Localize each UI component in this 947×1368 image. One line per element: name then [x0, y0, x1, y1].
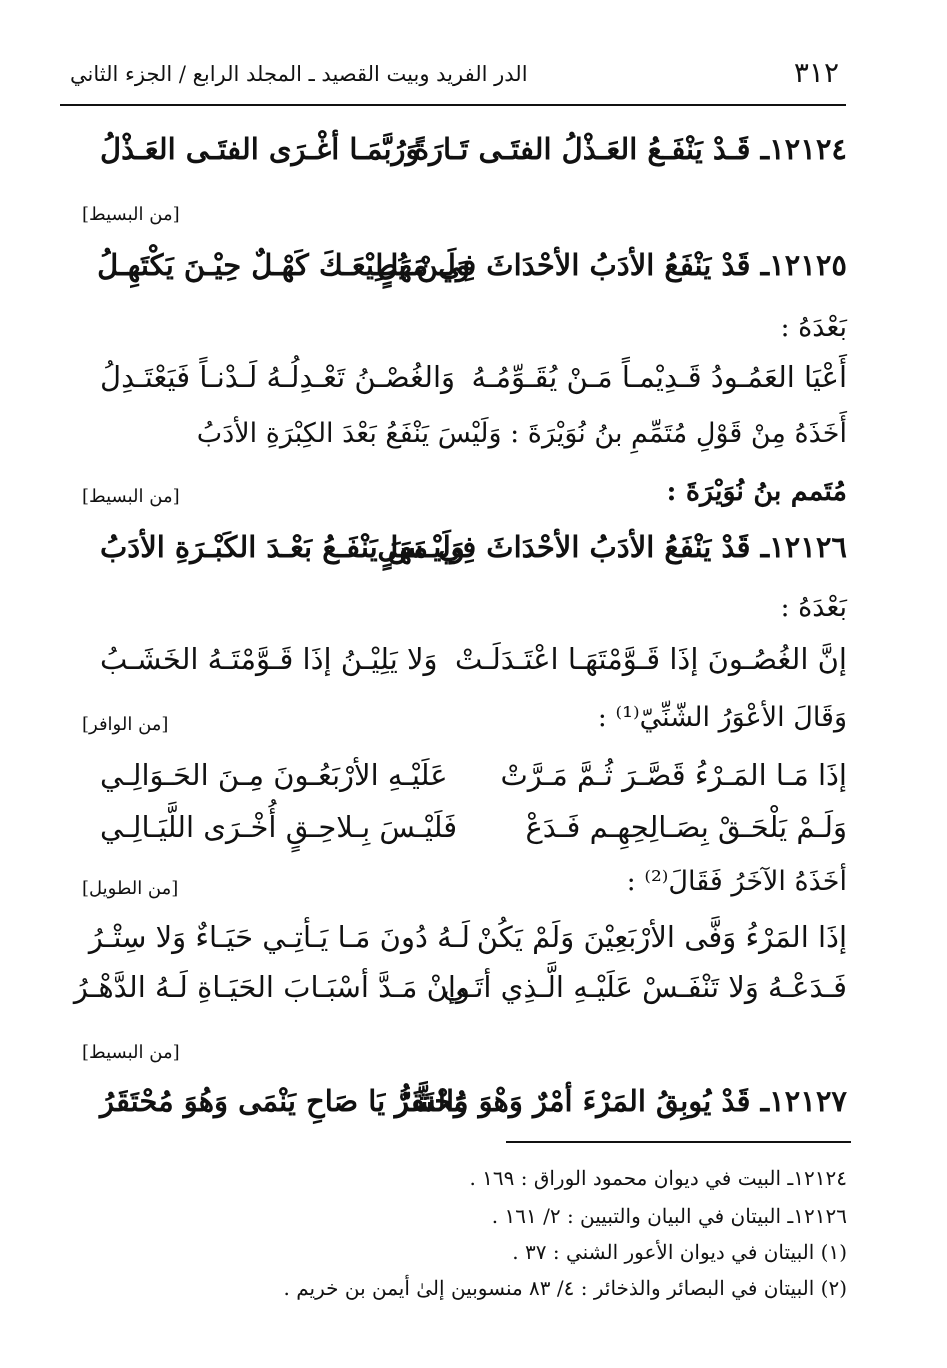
footnote: (٢) البيتان في البصائر والذخائر : ٤/ ٨٣ منسوبين إلىٰ أيمن بن خريم .	[283, 1276, 847, 1300]
after-label: بَعْدَهُ :	[780, 312, 847, 343]
verse-12125-first-hemistich: ١٢١٢٥ـ قَدْ يَنْفَعُ الأدَبُ الأحْدَاثَ فِي مَهَلٍ	[377, 248, 847, 282]
verse-first-hemistich: إذَا مَـا المَـرْءُ قَصَّـرَ ثُـمَّ مَـرَّتْ	[500, 758, 847, 792]
verse-after-first-hemistich: أَعْيَا العَمُـودُ قَـدِيْمـاً مَـنْ يُقَـوِّمُـهُ	[471, 360, 847, 394]
meter-label: [من الوافر]	[82, 714, 169, 735]
verse-after-second-hemistich: وَلا يَلِيْـنُ إذَا قَـوَّمْتَـهُ الخَشَـبُ	[100, 642, 438, 676]
verse-12126-second-hemistich: وَلَيْـسَ يَنْفَـعُ بَعْـدَ الكَبْـرَةِ الأدَبُ	[100, 530, 465, 564]
verse-12126-first-hemistich: ١٢١٢٦ـ قَدْ يَنْفَعُ الأدَبُ الأحْدَاثَ فِي مَهَلٍ	[377, 530, 847, 564]
verse-second-hemistich: وإنْ مَـدَّ أسْبَـابَ الحَيَـاةِ لَـهُ الدَّهْـرُ	[73, 970, 470, 1004]
verse-first-hemistich: فَـدَعْـهُ وَلا تَنْفَـسْ عَلَيْـهِ الَّـذِي أتَـى	[442, 970, 847, 1004]
verse-after-second-hemistich: وَالغُصْـنُ تَعْـدِلُـهُ لَـدْنـاً فَيَعْتَـدِلُ	[100, 360, 456, 394]
verse-12127-second-hemistich: وَالشَّرُّ يَا صَاحِ يَنْمَى وَهُوَ مُحْتَقَرُ	[100, 1084, 469, 1118]
verse-12124-second-hemistich: وَرُبَّمَـا أغْـرَى الفتَـى العَـذْلُ	[100, 132, 420, 166]
verse-first-hemistich: وَلَـمْ يَلْحَـقْ بِصَـالِحِهِـم فَـدَعْ	[525, 810, 847, 844]
footnote-rule	[506, 1141, 851, 1143]
verse-second-hemistich: لَـهُ دُونَ مَـا يَـأتِـي حَيَـاءٌ وَلا سِتْـرُ	[88, 920, 470, 954]
after-label: بَعْدَهُ :	[780, 592, 847, 623]
verse-second-hemistich: فَلَيْـسَ بِـلاحِـقٍ أُخْـرَى اللَّيَـالِـي	[100, 810, 458, 844]
meter-label: [من البسيط]	[82, 204, 180, 225]
header-rule	[60, 104, 846, 106]
poet-line: مُتَمم بنُ نُوَيْرَةَ :	[666, 476, 847, 507]
poet-intro: وَقَالَ الأعْوَرُ الشّنِّيّ⁽¹⁾ :	[597, 702, 847, 733]
footnote: (١) البيتان في ديوان الأعور الشني : ٣٧ .	[512, 1240, 847, 1264]
verse-after-first-hemistich: إنَّ الغُصُـونَ إذَا قَـوَّمْتَهَـا اعْتَـدَلَـتْ	[454, 642, 847, 676]
verse-first-hemistich: إذَا المَرْءُ وَفَّى الأرْبَعِيْنَ وَلَمْ يَكُنْ	[476, 920, 847, 954]
meter-label: [من البسيط]	[82, 1042, 180, 1063]
verse-12125-second-hemistich: وَلَـنْ يُطِيْعَـكَ كَهْـلٌ حِيْـنَ يَكْتَهِـلُ	[97, 248, 470, 282]
verse-second-hemistich: عَلَيْـهِ الأرْبَعُـونَ مِـنَ الحَـوَالِـي	[100, 758, 448, 792]
source-note: أَخَذَهُ مِنْ قَوْلِ مُتَمِّمِ بنُ نُوَيْرَةَ : وَلَيْسَ يَنْفَعُ بَعْدَ الكِبْرَةِ الأدَبُ	[196, 418, 847, 449]
footnote: ١٢١٢٤ـ البيت في ديوان محمود الوراق : ١٦٩ .	[469, 1166, 847, 1190]
meter-label: [من الطويل]	[82, 878, 179, 899]
verse-12124-first-hemistich: ١٢١٢٤ـ قَـدْ يَنْفَـعُ العَـذْلُ الفتَـى تَـارَةً	[413, 132, 847, 166]
meter-label: [من البسيط]	[82, 486, 180, 507]
page-number: ٣١٢	[793, 56, 839, 89]
verse-12127-first-hemistich: ١٢١٢٧ـ قَدْ يُوبِقُ المَرْءَ أمْرٌ وَهْوَ مُحْتَقَرٌ	[394, 1084, 847, 1118]
poet-intro: أخَذَهُ الآخَرُ فَقَالَ⁽²⁾ :	[626, 866, 847, 897]
footnote: ١٢١٢٦ـ البيتان في البيان والتبيين : ٢/ ١٦١ .	[491, 1204, 847, 1228]
running-header: الدر الفريد وبيت القصيد ـ المجلد الرابع / الجزء الثاني	[70, 62, 528, 86]
